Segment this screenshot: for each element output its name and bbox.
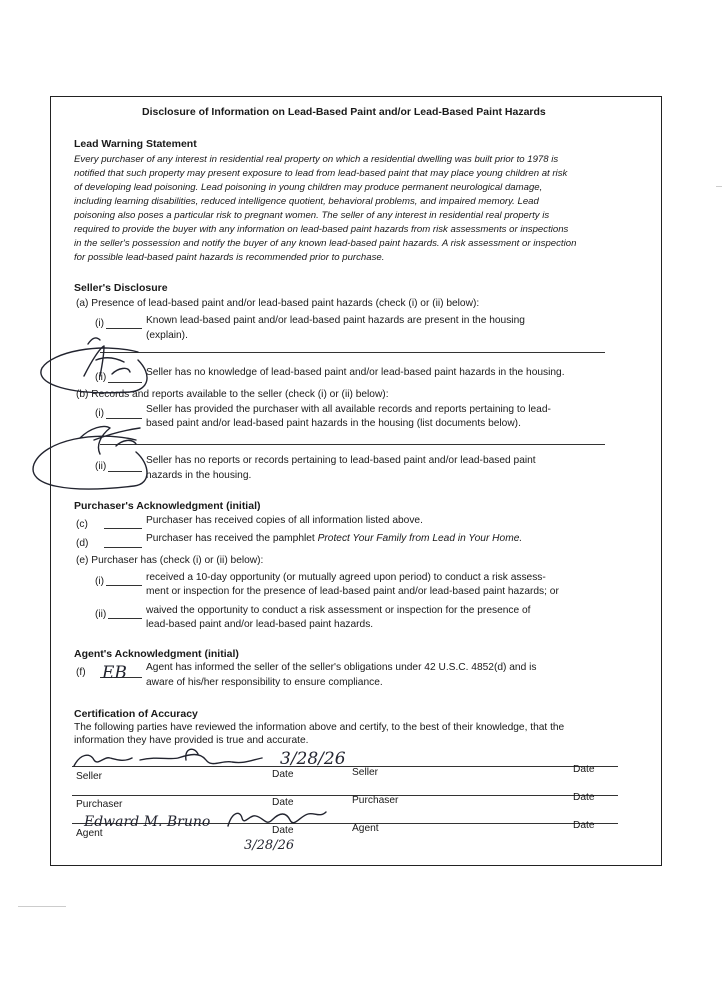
agent-label-right: Agent [352,823,379,834]
scan-artifact-line [18,906,66,907]
certification-line-2: information they have provided is true and accurate. [74,735,309,746]
purchaser-e-ii-num: (ii) [95,609,107,620]
seller-a-ii-num: (ii) [95,372,107,383]
seller-b-ii-line-1: Seller has no reports or records pertaining to lead-based paint and/or lead-based paint [146,455,536,466]
purchaser-e-i-line-2: ment or inspection for the presence of lead-based paint and/or lead-based paint hazards; or [146,586,559,597]
warning-line-8: for possible lead-based paint hazards is recommended prior to purchase. [74,252,385,263]
seller-a-i-line-2: (explain). [146,330,188,341]
seller-a-i-num: (i) [95,318,105,329]
agent-heading: Agent's Acknowledgment (initial) [74,648,239,660]
seller-a-ii-initial-line[interactable] [108,382,142,383]
seller-date-handwritten: 3/28/26 [280,749,346,769]
agent-label-left: Agent [76,828,103,839]
warning-line-2: notified that such property may present exposure to lead from lead-based paint that may place young children at risk [74,168,568,179]
warning-line-5: poisoning also poses a particular risk to pregnant women. The seller of any interest in residential real property is [74,210,550,221]
seller-label-right: Seller [352,767,379,778]
seller-a-i-line-1: Known lead-based paint and/or lead-based paint hazards are present in the housing [146,315,525,326]
agent-f-initial-line[interactable] [100,677,142,678]
purchaser-label-left: Purchaser [76,799,123,810]
seller-b-i-num: (i) [95,408,105,419]
warning-line-3: of developing lead poisoning. Lead poisoning in young children may produce permanent neurological damage, [74,182,543,193]
warning-heading: Lead Warning Statement [74,138,197,150]
agent-initials: EB [102,663,127,683]
warning-line-7: in the seller's possession and notify the buyer of any known lead-based paint hazards. A risk assessment or inspection [74,238,577,249]
seller-b-documents-line[interactable] [100,444,605,445]
purchaser-e-ii-line-2: lead-based paint and/or lead-based paint hazards. [146,619,374,630]
scan-artifact-tick [716,186,722,187]
purchaser-e-i-num: (i) [95,576,105,587]
purchaser-e-ii-initial-line[interactable] [108,618,142,619]
date-label-3: Date [272,797,294,808]
signature-line-seller[interactable] [72,766,618,767]
seller-b-i-line-2: based paint and/or lead-based paint hazards in the housing (list documents below). [146,418,521,429]
warning-line-4: including learning disabilities, reduced intelligence quotient, behavioral problems, and impaired memory. Lead [74,196,539,207]
certification-heading: Certification of Accuracy [74,708,198,720]
seller-a-i-initial-line[interactable] [106,328,142,329]
purchaser-e-ii-line-1: waived the opportunity to conduct a risk assessment or inspection for the presence of [146,605,531,616]
seller-a-label: (a) Presence of lead-based paint and/or lead-based paint hazards (check (i) or (ii) below): [76,298,480,309]
agent-f-line-1: Agent has informed the seller of the seller's obligations under 42 U.S.C. 4852(d) and is [146,662,537,673]
purchaser-d-initial-line[interactable] [104,547,142,548]
seller-b-i-initial-line[interactable] [106,418,142,419]
pamphlet-title: Protect Your Family from Lead in Your Home. [317,533,523,544]
date-label-2: Date [573,764,595,775]
purchaser-d-text-plain: Purchaser has received the pamphlet [146,533,318,544]
purchaser-c-text: Purchaser has received copies of all information listed above. [146,515,423,526]
certification-line-1: The following parties have reviewed the information above and certify, to the best of their knowledge, that the [74,722,565,733]
signature-line-purchaser[interactable] [72,795,618,796]
seller-label-left: Seller [76,771,103,782]
date-label-6: Date [573,820,595,831]
seller-b-label: (b) Records and reports available to the seller (check (i) or (ii) below): [76,389,389,400]
seller-b-ii-num: (ii) [95,461,107,472]
purchaser-e-label: (e) Purchaser has (check (i) or (ii) below): [76,555,264,566]
seller-b-ii-line-2: hazards in the housing. [146,470,252,481]
seller-a-ii-text: Seller has no knowledge of lead-based paint and/or lead-based paint hazards in the housing. [146,367,565,378]
date-label-1: Date [272,769,294,780]
purchaser-c-initial-line[interactable] [104,528,142,529]
purchaser-label-right: Purchaser [352,795,399,806]
warning-line-6: required to provide the buyer with any information on lead-based paint hazards from risk assessments or inspections [74,224,569,235]
agent-f-num: (f) [76,667,86,678]
warning-line-1: Every purchaser of any interest in residential real property on which a residential dwelling was built prior to 1978 is [74,154,559,165]
purchaser-e-i-line-1: received a 10-day opportunity (or mutually agreed upon period) to conduct a risk assess- [146,572,546,583]
purchaser-d-num: (d) [76,538,89,549]
date-label-4: Date [573,792,595,803]
agent-name-handwritten: Edward M. Bruno [84,814,211,830]
agent-f-line-2: aware of his/her responsibility to ensure compliance. [146,677,383,688]
agent-date-handwritten: 3/28/26 [244,838,295,853]
signature-line-agent[interactable] [72,823,618,824]
seller-b-i-line-1: Seller has provided the purchaser with all available records and reports pertaining to lead- [146,404,551,415]
purchaser-d-text [146,533,522,544]
purchaser-heading: Purchaser's Acknowledgment (initial) [74,500,261,512]
purchaser-c-num: (c) [76,519,88,530]
seller-b-ii-initial-line[interactable] [108,471,142,472]
document-title: Disclosure of Information on Lead-Based Paint and/or Lead-Based Paint Hazards [142,106,546,118]
purchaser-e-i-initial-line[interactable] [106,585,142,586]
seller-heading: Seller's Disclosure [74,282,168,294]
seller-a-explain-line[interactable] [100,352,605,353]
date-label-5: Date [272,825,294,836]
